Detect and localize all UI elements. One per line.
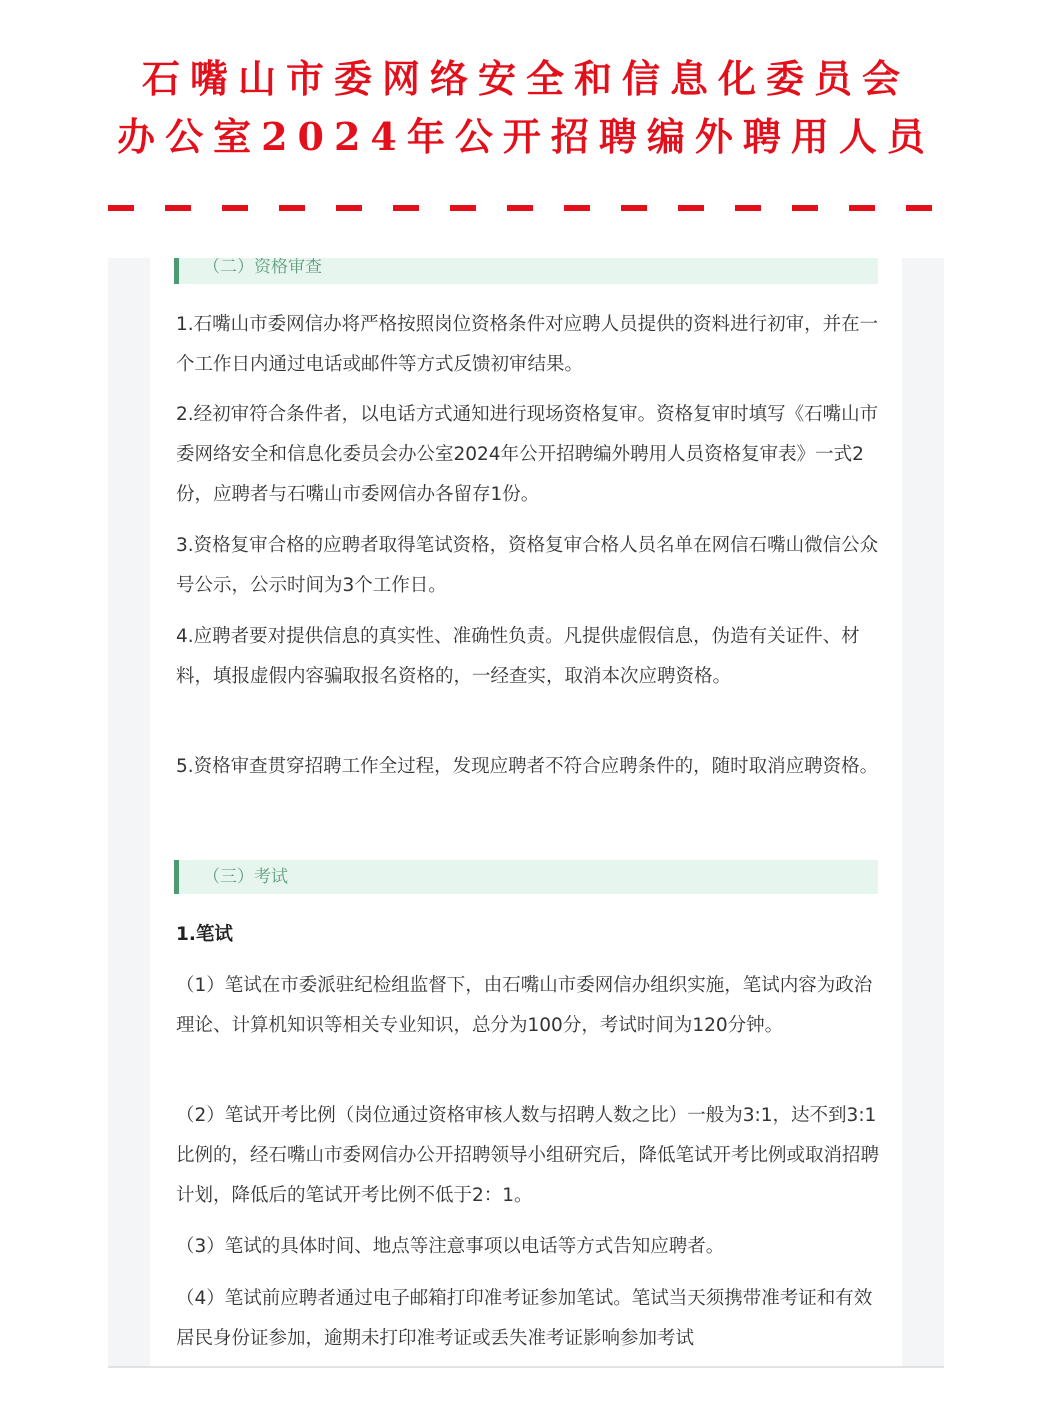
dashed-divider — [108, 204, 944, 212]
paragraph: 1.石嘴山市委网信办将严格按照岗位资格条件对应聘人员提供的资料进行初审，并在一个工作日内通过电话或邮件等方式反馈初审结果。 — [176, 314, 879, 375]
paragraph: （3）笔试的具体时间、地点等注意事项以电话等方式告知应聘者。 — [176, 1236, 725, 1257]
paragraph: 4.应聘者要对提供信息的真实性、准确性负责。凡提供虚假信息，伪造有关证件、材料，填报虚假内容骗取报名资格的，一经查实，取消本次应聘资格。 — [176, 626, 860, 687]
paragraph: （4）笔试前应聘者通过电子邮箱打印准考证参加笔试。笔试当天须携带准考证和有效居民身份证参加，逾期未打印准考证或丢失准考证影响参加考试 — [176, 1288, 873, 1349]
paragraph: （1）笔试在市委派驻纪检组监督下，由石嘴山市委网信办组织实施，笔试内容为政治理论、计算机知识等相关专业知识，总分为100分，考试时间为120分钟。 — [176, 975, 873, 1036]
paragraph: 2.经初审符合条件者，以电话方式通知进行现场资格复审。资格复审时填写《石嘴山市委网络安全和信息化委员会办公室2024年公开招聘编外聘用人员资格复审表》一式2份，应聘者与石嘴山市委网信办各留存1份。 — [176, 404, 879, 505]
article-body — [150, 258, 902, 1366]
article-screenshot — [108, 258, 944, 1368]
paragraph: 3.资格复审合格的应聘者取得笔试资格，资格复审合格人员名单在网信石嘴山微信公众号公示，公示时间为3个工作日。 — [176, 535, 879, 596]
section-heading-exam: （三）考试 — [174, 860, 878, 894]
section-heading-qualification-review: （二）资格审查 — [174, 258, 878, 284]
subheading-written-exam: 1.笔试 — [176, 924, 233, 945]
paragraph: 5.资格审查贯穿招聘工作全过程，发现应聘者不符合应聘条件的，随时取消应聘资格。 — [176, 756, 879, 777]
paragraph: （2）笔试开考比例（岗位通过资格审核人数与招聘人数之比）一般为3:1，达不到3:1比例的，经石嘴山市委网信办公开招聘领导小组研究后，降低笔试开考比例或取消招聘计划，降低后的笔试开考比例不低于2：1。 — [176, 1105, 880, 1206]
page-title-line-1: 石嘴山市委网络安全和信息化委员会 — [141, 56, 910, 101]
page-title-line-2: 办公室2024年公开招聘编外聘用人员 — [117, 114, 935, 159]
